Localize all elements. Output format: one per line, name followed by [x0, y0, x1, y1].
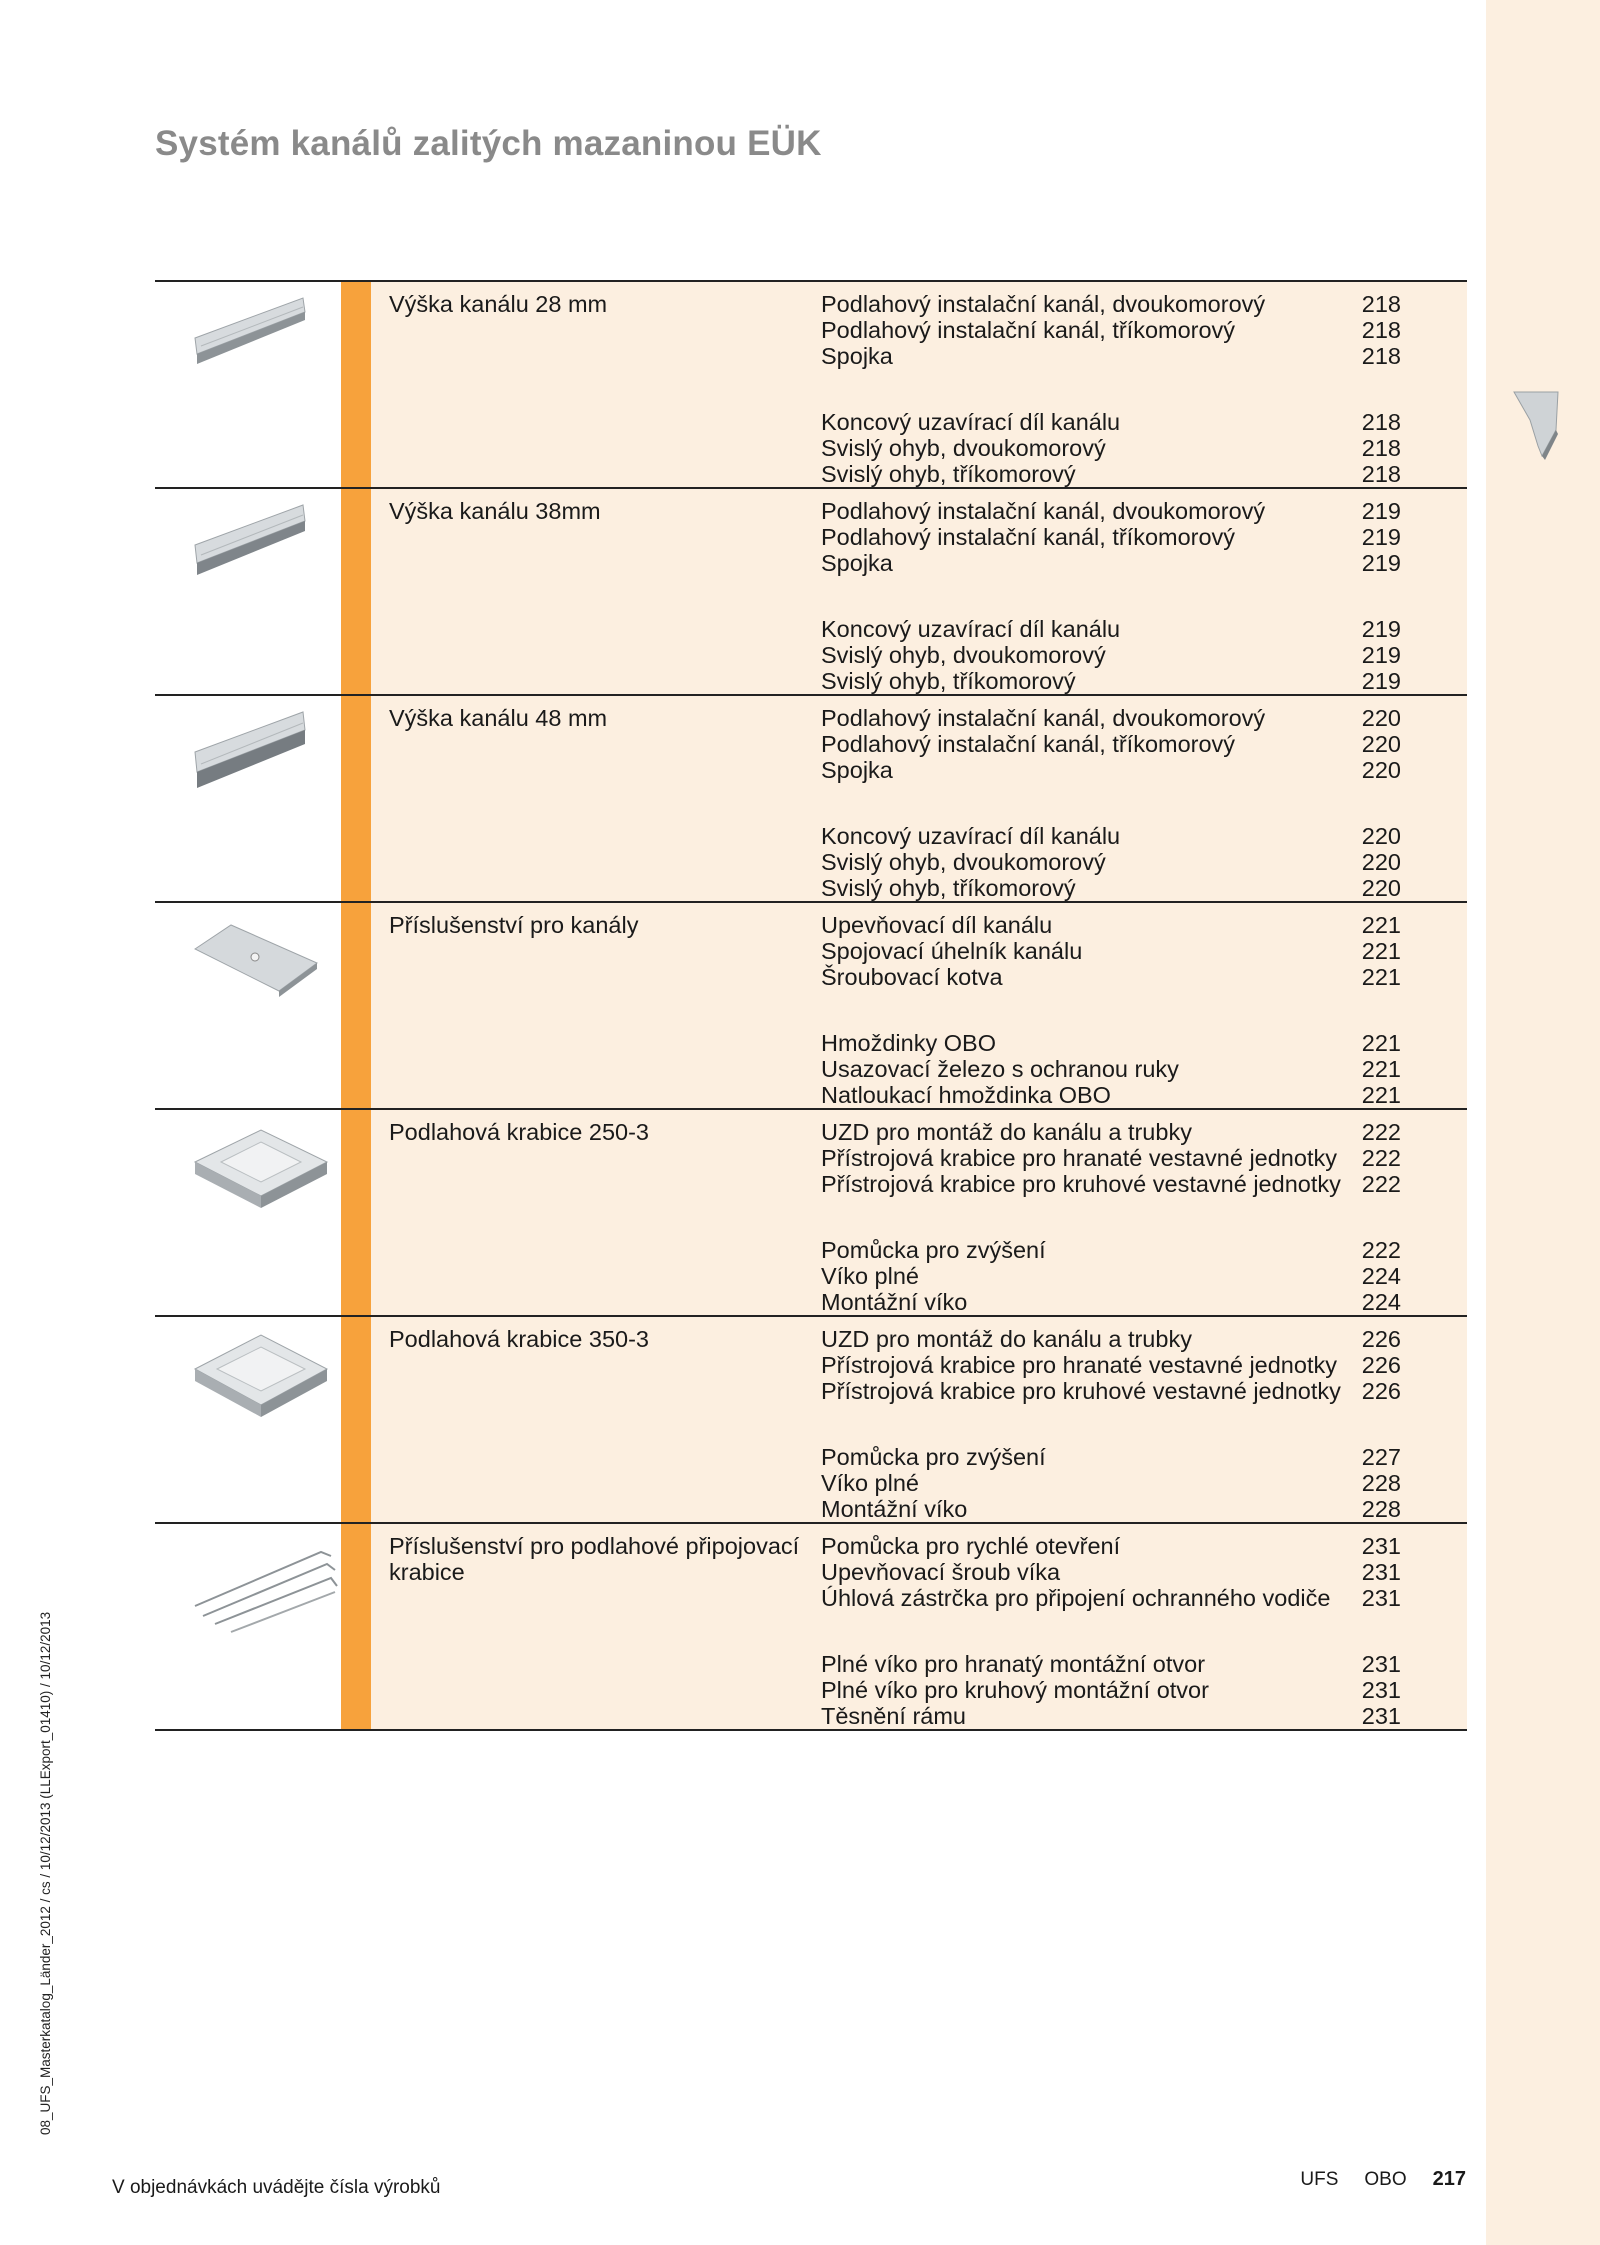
item-page-number: 222	[1361, 1145, 1401, 1171]
orange-accent-bar	[341, 1524, 371, 1729]
orange-accent-bar	[341, 696, 371, 901]
item-name: Víko plné	[821, 1263, 919, 1289]
item-page-number: 227	[1361, 1444, 1401, 1470]
item-page-number: 224	[1361, 1289, 1401, 1315]
catalog-section	[155, 282, 1467, 489]
list-item	[821, 1533, 1467, 1559]
side-channel-thumbnail-icon	[1512, 390, 1562, 460]
item-page-number: 221	[1361, 1030, 1401, 1056]
item-page-number: 220	[1361, 731, 1401, 757]
list-item	[821, 1651, 1467, 1677]
item-name: Upevňovací díl kanálu	[821, 912, 1053, 938]
item-page-number: 218	[1361, 435, 1401, 461]
list-item	[821, 1585, 1467, 1611]
catalog-section	[155, 489, 1467, 696]
footer-note: V objednávkách uvádějte čísla výrobků	[112, 2177, 441, 2198]
item-name: Podlahový instalační kanál, tříkomorový	[821, 317, 1236, 343]
item-page-number: 231	[1361, 1585, 1401, 1611]
catalog-section	[155, 1110, 1467, 1317]
item-list	[821, 1119, 1467, 1315]
item-name: Natloukací hmoždinka OBO	[821, 1082, 1111, 1108]
item-name: Přístrojová krabice pro hranaté vestavné jednotky	[821, 1352, 1337, 1378]
item-name: Pomůcka pro zvýšení	[821, 1237, 1046, 1263]
list-item	[821, 1171, 1467, 1197]
item-name: Pomůcka pro zvýšení	[821, 1444, 1046, 1470]
list-item	[821, 1677, 1467, 1703]
item-page-number: 226	[1361, 1378, 1401, 1404]
list-item	[821, 524, 1467, 550]
catalog-section	[155, 1524, 1467, 1731]
item-name: Přístrojová krabice pro kruhové vestavné jednotky	[821, 1378, 1341, 1404]
item-group	[821, 409, 1467, 487]
orange-accent-bar	[341, 1317, 371, 1522]
item-page-number: 222	[1361, 1119, 1401, 1145]
list-item	[821, 912, 1467, 938]
item-name: Koncový uzavírací díl kanálu	[821, 409, 1121, 435]
item-name: Svislý ohyb, dvoukomorový	[821, 849, 1106, 875]
item-group	[821, 1030, 1467, 1108]
orange-accent-bar	[341, 1110, 371, 1315]
orange-accent-bar	[341, 903, 371, 1108]
item-page-number: 231	[1361, 1677, 1401, 1703]
side-color-strip	[1486, 0, 1600, 2245]
item-page-number: 220	[1361, 875, 1401, 901]
floor-box-250-icon	[191, 1122, 331, 1222]
item-page-number: 231	[1361, 1559, 1401, 1585]
item-page-number: 219	[1361, 668, 1401, 694]
item-page-number: 228	[1361, 1496, 1401, 1522]
item-group	[821, 823, 1467, 901]
item-page-number: 218	[1361, 291, 1401, 317]
item-page-number: 224	[1361, 1263, 1401, 1289]
item-page-number: 221	[1361, 1082, 1401, 1108]
orange-accent-bar	[341, 282, 371, 487]
item-page-number: 222	[1361, 1171, 1401, 1197]
list-item	[821, 1378, 1467, 1404]
list-item	[821, 1145, 1467, 1171]
item-name: UZD pro montáž do kanálu a trubky	[821, 1326, 1192, 1352]
item-name: Pomůcka pro rychlé otevření	[821, 1533, 1121, 1559]
section-label: Příslušenství pro kanály	[389, 912, 639, 938]
list-item	[821, 875, 1467, 901]
item-page-number: 219	[1361, 498, 1401, 524]
list-item	[821, 668, 1467, 694]
list-item	[821, 1030, 1467, 1056]
page-number: 217	[1432, 2168, 1466, 2190]
item-name: Montážní víko	[821, 1289, 968, 1315]
item-page-number: 219	[1361, 550, 1401, 576]
item-name: Usazovací železo s ochranou ruky	[821, 1056, 1179, 1082]
list-item	[821, 1496, 1467, 1522]
section-content	[371, 696, 1467, 901]
item-name: UZD pro montáž do kanálu a trubky	[821, 1119, 1192, 1145]
floor-box-350-icon	[191, 1329, 331, 1429]
list-item	[821, 343, 1467, 369]
product-image	[155, 903, 341, 1108]
item-name: Podlahový instalační kanál, tříkomorový	[821, 524, 1236, 550]
product-image	[155, 1317, 341, 1522]
footer-brand-ufs: UFS	[1300, 2169, 1339, 2190]
section-content	[371, 903, 1467, 1108]
item-name: Plné víko pro kruhový montážní otvor	[821, 1677, 1209, 1703]
item-name: Přístrojová krabice pro hranaté vestavné jednotky	[821, 1145, 1337, 1171]
section-label: Podlahová krabice 350-3	[389, 1326, 649, 1352]
item-name: Podlahový instalační kanál, tříkomorový	[821, 731, 1236, 757]
item-name: Upevňovací šroub víka	[821, 1559, 1061, 1585]
list-item	[821, 291, 1467, 317]
item-name: Hmoždinky OBO	[821, 1030, 996, 1056]
list-item	[821, 1263, 1467, 1289]
item-name: Koncový uzavírací díl kanálu	[821, 616, 1121, 642]
section-content	[371, 1317, 1467, 1522]
item-name: Těsnění rámu	[821, 1703, 966, 1729]
list-item	[821, 757, 1467, 783]
item-page-number: 228	[1361, 1470, 1401, 1496]
item-list	[821, 912, 1467, 1108]
list-item	[821, 823, 1467, 849]
item-list	[821, 291, 1467, 487]
item-group	[821, 1119, 1467, 1197]
section-label: Příslušenství pro podlahové připojovací krabice	[389, 1533, 800, 1585]
item-page-number: 218	[1361, 317, 1401, 343]
item-name: Spojka	[821, 343, 893, 369]
item-name: Podlahový instalační kanál, dvoukomorový	[821, 705, 1266, 731]
list-item	[821, 1289, 1467, 1315]
item-name: Víko plné	[821, 1470, 919, 1496]
item-page-number: 218	[1361, 343, 1401, 369]
floor-channel-38-icon	[191, 501, 311, 591]
item-page-number: 221	[1361, 1056, 1401, 1082]
item-name: Svislý ohyb, tříkomorový	[821, 461, 1076, 487]
list-item	[821, 1119, 1467, 1145]
list-item	[821, 409, 1467, 435]
item-page-number: 221	[1361, 938, 1401, 964]
channel-bracket-icon	[191, 915, 321, 1005]
item-name: Montážní víko	[821, 1496, 968, 1522]
item-name: Plné víko pro hranatý montážní otvor	[821, 1651, 1206, 1677]
item-list	[821, 1533, 1467, 1729]
page-title: Systém kanálů zalitých mazaninou EÜK	[155, 124, 822, 163]
item-name: Spojovací úhelník kanálu	[821, 938, 1083, 964]
item-page-number: 231	[1361, 1703, 1401, 1729]
item-name: Podlahový instalační kanál, dvoukomorový	[821, 498, 1266, 524]
section-content	[371, 1110, 1467, 1315]
product-image	[155, 282, 341, 487]
item-name: Spojka	[821, 757, 893, 783]
section-label: Výška kanálu 48 mm	[389, 705, 608, 731]
item-page-number: 231	[1361, 1651, 1401, 1677]
item-group	[821, 616, 1467, 694]
item-name: Svislý ohyb, tříkomorový	[821, 668, 1076, 694]
item-group	[821, 705, 1467, 783]
section-content	[371, 282, 1467, 487]
catalog-section	[155, 1317, 1467, 1524]
item-list	[821, 1326, 1467, 1522]
item-group	[821, 1533, 1467, 1611]
list-item	[821, 1470, 1467, 1496]
item-list	[821, 705, 1467, 901]
item-page-number: 220	[1361, 705, 1401, 731]
vertical-meta-text: 08_UFS_Masterkatalog_Länder_2012 / cs / 10/12/2013 (LLExport_01410) / 10/12/2013	[38, 1611, 53, 2135]
section-label: Podlahová krabice 250-3	[389, 1119, 649, 1145]
item-group	[821, 1326, 1467, 1404]
item-page-number: 219	[1361, 524, 1401, 550]
item-name: Šroubovací kotva	[821, 964, 1003, 990]
item-page-number: 226	[1361, 1326, 1401, 1352]
box-accessories-icon	[191, 1536, 341, 1636]
list-item	[821, 705, 1467, 731]
item-page-number: 219	[1361, 642, 1401, 668]
list-item	[821, 731, 1467, 757]
catalog-section	[155, 903, 1467, 1110]
section-label: Výška kanálu 38mm	[389, 498, 601, 524]
item-page-number: 218	[1361, 409, 1401, 435]
footer-brand-obo: OBO	[1364, 2169, 1407, 2190]
item-page-number: 222	[1361, 1237, 1401, 1263]
item-page-number: 219	[1361, 616, 1401, 642]
item-group	[821, 1651, 1467, 1729]
list-item	[821, 1056, 1467, 1082]
item-name: Koncový uzavírací díl kanálu	[821, 823, 1121, 849]
catalog-section	[155, 696, 1467, 903]
floor-channel-28-icon	[191, 294, 311, 384]
list-item	[821, 849, 1467, 875]
item-page-number: 220	[1361, 757, 1401, 783]
list-item	[821, 1444, 1467, 1470]
item-name: Přístrojová krabice pro kruhové vestavné jednotky	[821, 1171, 1341, 1197]
item-group	[821, 498, 1467, 576]
item-group	[821, 912, 1467, 990]
product-image	[155, 1110, 341, 1315]
list-item	[821, 461, 1467, 487]
list-item	[821, 938, 1467, 964]
footer-brand	[1300, 2168, 1466, 2191]
product-image	[155, 1524, 341, 1729]
item-page-number: 220	[1361, 849, 1401, 875]
section-content	[371, 1524, 1467, 1729]
section-content	[371, 489, 1467, 694]
list-item	[821, 1559, 1467, 1585]
item-page-number: 226	[1361, 1352, 1401, 1378]
item-name: Svislý ohyb, dvoukomorový	[821, 435, 1106, 461]
item-page-number: 231	[1361, 1533, 1401, 1559]
orange-accent-bar	[341, 489, 371, 694]
item-name: Spojka	[821, 550, 893, 576]
list-item	[821, 1082, 1467, 1108]
item-name: Úhlová zástrčka pro připojení ochranného vodiče	[821, 1585, 1331, 1611]
item-group	[821, 1444, 1467, 1522]
item-name: Podlahový instalační kanál, dvoukomorový	[821, 291, 1266, 317]
list-item	[821, 435, 1467, 461]
list-item	[821, 616, 1467, 642]
item-group	[821, 291, 1467, 369]
item-page-number: 218	[1361, 461, 1401, 487]
item-name: Svislý ohyb, tříkomorový	[821, 875, 1076, 901]
list-item	[821, 498, 1467, 524]
floor-channel-48-icon	[191, 708, 311, 798]
catalog-table	[155, 280, 1467, 1731]
list-item	[821, 550, 1467, 576]
list-item	[821, 642, 1467, 668]
list-item	[821, 1237, 1467, 1263]
list-item	[821, 964, 1467, 990]
list-item	[821, 1352, 1467, 1378]
list-item	[821, 317, 1467, 343]
section-label: Výška kanálu 28 mm	[389, 291, 608, 317]
list-item	[821, 1326, 1467, 1352]
list-item	[821, 1703, 1467, 1729]
item-page-number: 220	[1361, 823, 1401, 849]
product-image	[155, 696, 341, 901]
item-page-number: 221	[1361, 912, 1401, 938]
product-image	[155, 489, 341, 694]
item-list	[821, 498, 1467, 694]
item-name: Svislý ohyb, dvoukomorový	[821, 642, 1106, 668]
item-page-number: 221	[1361, 964, 1401, 990]
item-group	[821, 1237, 1467, 1315]
